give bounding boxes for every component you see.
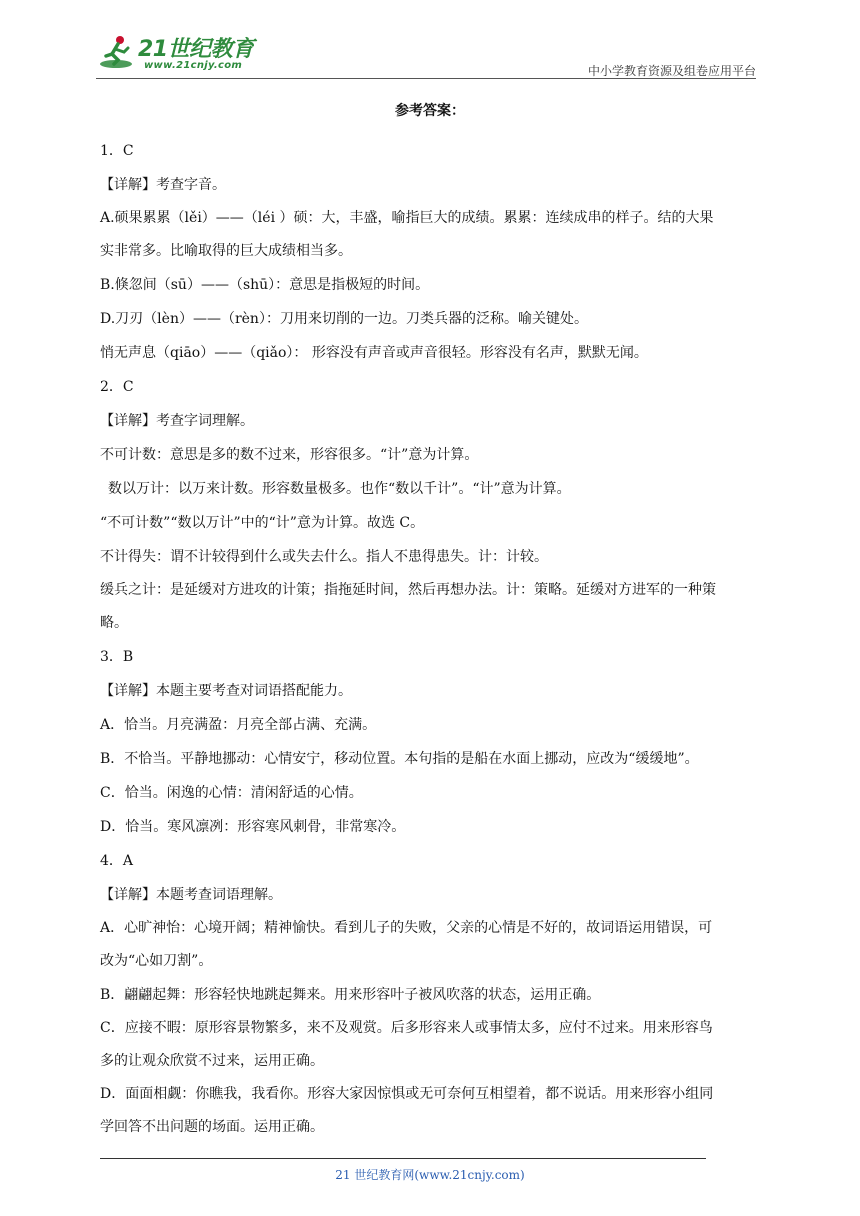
explanation-line: B.倏忽间（sū）——（shū）：意思是指极短的时间。 xyxy=(100,277,430,293)
explanation-line: B．翩翩起舞：形容轻快地跳起舞来。用来形容叶子被风吹落的状态，运用正确。 xyxy=(100,987,601,1003)
answer-number: 2．C xyxy=(100,379,134,395)
explanation-line: 略。 xyxy=(100,615,128,631)
answer-number: 1．C xyxy=(100,143,134,159)
explanation-line: D．恰当。寒风凛冽：形容寒风刺骨，非常寒冷。 xyxy=(100,819,406,835)
explanation-line: 【详解】考查字词理解。 xyxy=(100,413,254,429)
explanation-line: D.刀刃（lèn）——（rèn）：刀用来切削的一边。刀类兵器的泛称。喻关键处。 xyxy=(100,311,588,327)
explanation-line: 多的让观众欣赏不过来，运用正确。 xyxy=(100,1053,324,1069)
logo-url-text: www.21cnjy.com xyxy=(144,60,243,71)
explanation-line: 【详解】考查字音。 xyxy=(100,177,226,193)
explanation-line: 【详解】本题主要考查对词语搭配能力。 xyxy=(100,683,352,699)
explanation-line: 【详解】本题考查词语理解。 xyxy=(100,887,282,903)
explanation-line: B．不恰当。平静地挪动：心情安宁，移动位置。本句指的是船在水面上挪动，应改为“缓缓地”。 xyxy=(100,751,699,767)
explanation-line: 缓兵之计：是延缓对方进攻的计策；指拖延时间，然后再想办法。计：策略。延缓对方进军的一种策 xyxy=(100,582,716,598)
answer-number: 3．B xyxy=(100,649,134,665)
explanation-line: A．心旷神怡：心境开阔；精神愉快。看到儿子的失败，父亲的心情是不好的，故词语运用错误，可 xyxy=(100,920,713,936)
explanation-line: C．恰当。闲逸的心情：清闲舒适的心情。 xyxy=(100,785,363,801)
platform-name: 中小学教育资源及组卷应用平台 xyxy=(587,64,756,78)
explanation-line: 悄无声息（qiāo）——（qiǎo）： 形容没有声音或声音很轻。形容没有名声，默默无闻。 xyxy=(100,345,648,361)
explanation-line: 改为“心如刀割”。 xyxy=(100,953,213,969)
explanation-line: C．应接不暇：原形容景物繁多，来不及观赏。后多形容来人或事情太多，应付不过来。用来形容鸟 xyxy=(100,1020,713,1036)
explanation-line: “不可计数”“数以万计”中的“计”意为计算。故选 C。 xyxy=(100,515,425,531)
explanation-line: 不计得失：谓不计较得到什么或失去什么。指人不患得患失。计：计较。 xyxy=(100,549,548,565)
explanation-line: 不可计数：意思是多的数不过来，形容很多。“计”意为计算。 xyxy=(100,447,479,463)
page-header xyxy=(96,30,756,78)
explanation-line: 实非常多。比喻取得的巨大成绩相当多。 xyxy=(100,243,352,259)
explanation-line: 数以万计：以万来计数。形容数量极多。也作“数以千计”。“计”意为计算。 xyxy=(108,481,571,497)
header-divider xyxy=(96,78,756,79)
footer-divider xyxy=(100,1158,706,1159)
answer-title: 参考答案： xyxy=(395,103,465,119)
explanation-line: A．恰当。月亮满盈：月亮全部占满、充满。 xyxy=(100,717,377,733)
explanation-line: A.硕果累累（lěi）——（léi ）硕：大，丰盛，喻指巨大的成绩。累累：连续成串的样子。结的大果 xyxy=(100,210,714,226)
explanation-line: D．面面相觑：你瞧我，我看你。形容大家因惊惧或无可奈何互相望着，都不说话。用来形容小组同 xyxy=(100,1086,714,1102)
explanation-line: 学回答不出问题的场面。运用正确。 xyxy=(100,1119,324,1135)
answer-content xyxy=(100,100,760,1144)
footer-link[interactable]: 21 世纪教育网(www.21cnjy.com) xyxy=(335,1168,525,1182)
site-logo xyxy=(96,30,266,74)
answer-number: 4．A xyxy=(100,853,134,869)
runner-logo-icon xyxy=(98,34,134,70)
logo-main-text: 21世纪教育 xyxy=(138,37,254,62)
